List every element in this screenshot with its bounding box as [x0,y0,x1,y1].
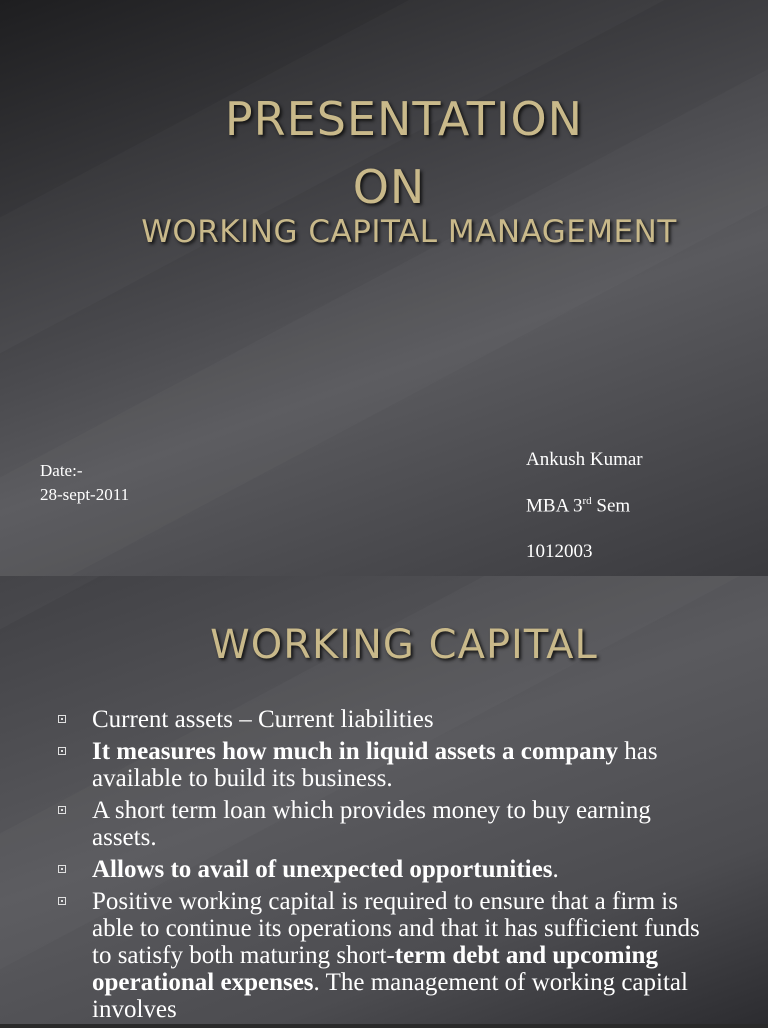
roll-number: 1012003 [526,541,593,562]
date-block [40,459,129,507]
date-value: 28-sept-2011 [40,485,130,504]
course-tail: Sem [591,495,631,517]
presentation-title-line2: ON [352,160,426,214]
square-bullet-icon [58,897,66,905]
bullet-text: . [552,856,559,883]
author-block [526,449,643,576]
bullet-list [58,706,718,1028]
square-bullet-icon [58,715,66,723]
date-label: Date:- [40,461,83,480]
course-ordinal: rd [582,495,592,507]
course-info [526,495,643,541]
slide-title: WORKING CAPITAL [210,622,598,668]
course-text: MBA 3 [526,495,583,517]
list-item [58,888,718,1023]
list-item [58,738,718,792]
list-item [58,706,718,733]
bullet-text: has available to build its business. [92,738,658,792]
bullet-text: Current assets – Current liabilities [92,706,434,733]
list-item [58,797,718,851]
presentation-title-line1: PRESENTATION [224,92,584,146]
bullet-text-bold: Allows to avail of unexpected opportunities [92,856,553,883]
square-bullet-icon [58,806,66,814]
author-name: Ankush Kumar [526,449,643,470]
bullet-text-bold: term debt and upcoming operational expenses [92,942,658,996]
presentation-subtitle: WORKING CAPITAL MANAGEMENT [141,214,677,250]
square-bullet-icon [58,865,66,873]
bullet-text: . The management of working capital involves [92,969,688,1023]
bullet-text: A short term loan which provides money to buy earning assets. [92,797,651,851]
square-bullet-icon [58,747,66,755]
bullet-text: Positive working capital is required to ensure that a firm is able to continue its operations and that it has sufficient funds to satisfy both maturing short- [92,888,700,969]
list-item [58,856,718,883]
bullet-text-bold: It measures how much in liquid assets a company [92,738,619,765]
